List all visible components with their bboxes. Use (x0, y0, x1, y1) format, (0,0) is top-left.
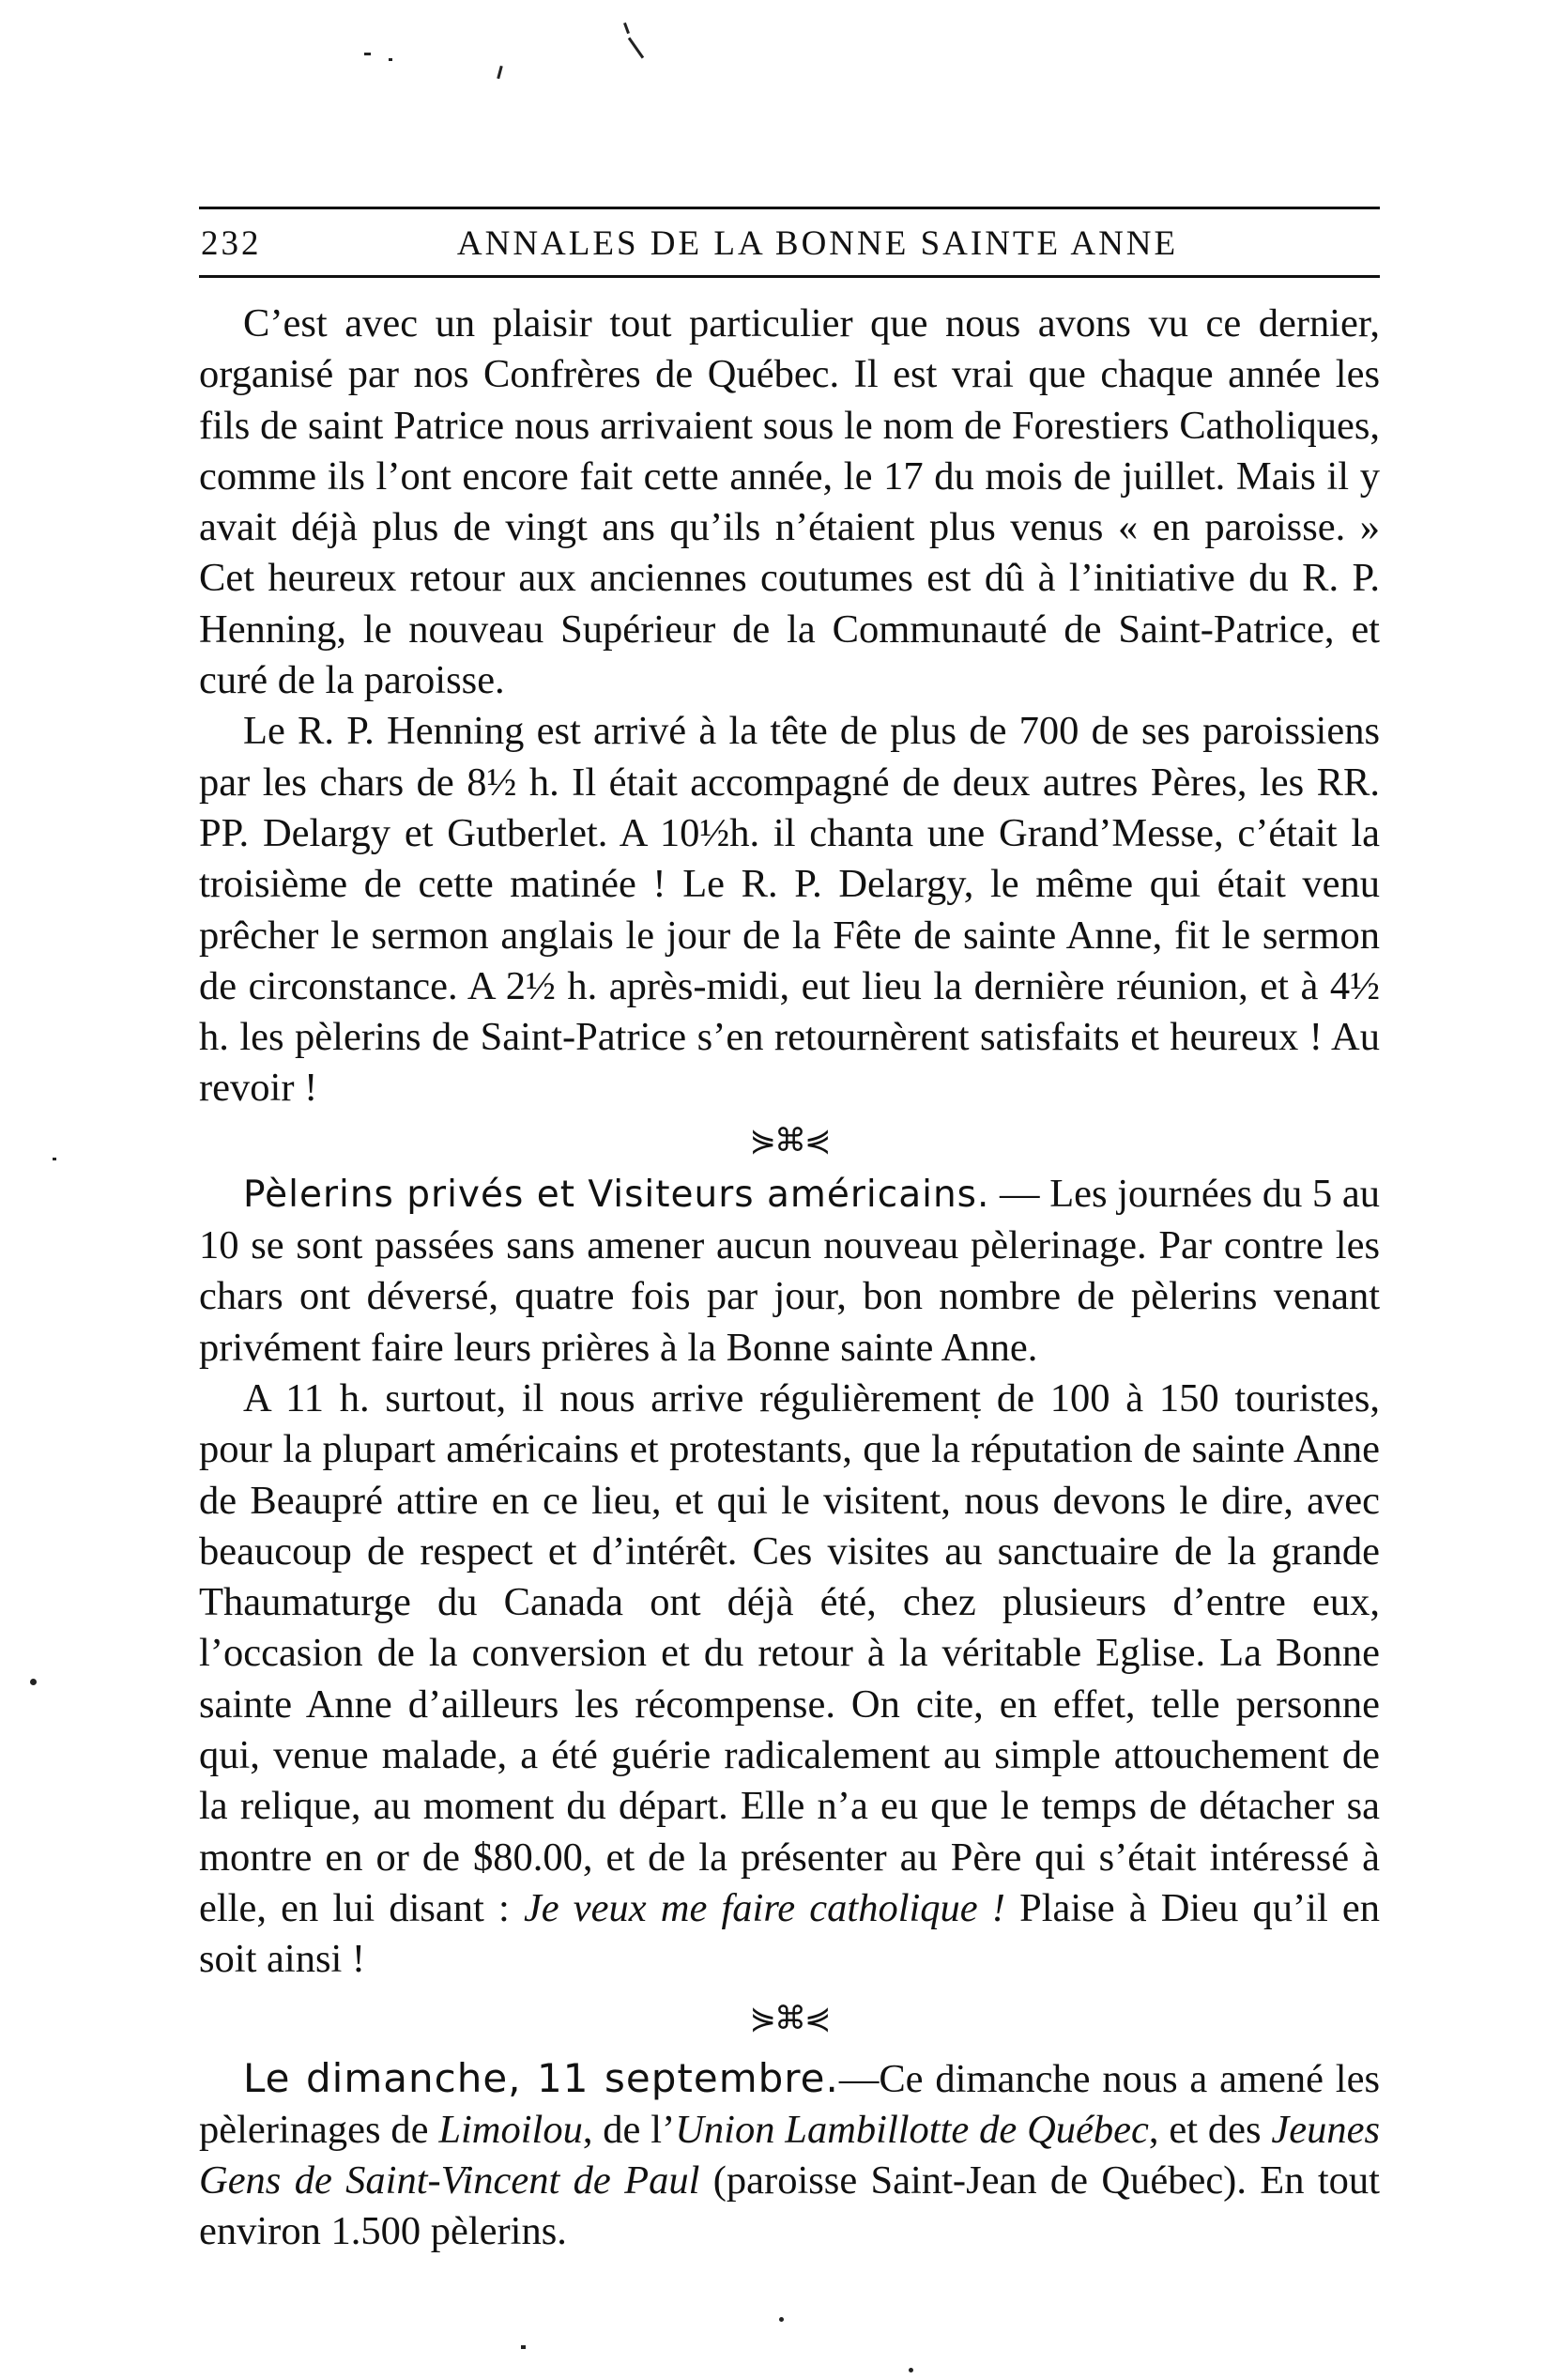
paragraph-3 (199, 1169, 1380, 1374)
section-heading-visiteurs: Pèlerins privés et Visiteurs américains. (243, 1173, 990, 1216)
name-limoilou: Limoilou (438, 2107, 583, 2152)
header-top-rule (199, 207, 1380, 209)
running-title: ANNALES DE LA BONNE SAINTE ANNE (456, 224, 1179, 263)
quote-je-veux: Je veux me faire catholique ! (523, 1885, 1005, 1930)
paragraph-5 (199, 2053, 1380, 2258)
name-union-lambillotte: Union Lambillotte de Québec (675, 2107, 1149, 2152)
section-heading-dimanche: Le dimanche, 11 septembre. (243, 2054, 839, 2101)
paragraph-2: Le R. P. Henning est arrivé à la tête de plus de 700 de ses paroissiens par les chars de 8½ h. Il était accompagné de deux autres Pères, les RR. PP. Delargy et Gutberlet. A 10½h. il chanta une Grand’Messe, c’était la troisième de cette matinée ! Le R. P. Delargy, le même qui était venu prêcher le sermon anglais le jour de la Fête de sainte Anne, fit le sermon de circonstance. A 2½ h. après-midi, eut lieu la dernière réunion, et à 4½ h. les pèlerins de Saint-Patrice s’en retournèrent satisfaits et heureux ! Au revoir ! (199, 709, 1380, 1111)
paragraph-5-text-b: , de l’ (582, 2107, 676, 2152)
running-header (199, 214, 1380, 270)
paragraph-5-text-d: (paroisse Saint-Jean de Québec). En tout environ 1.500 pèlerins. (199, 2158, 1380, 2254)
section-ornament: ⋟⌘⋞ (749, 2001, 830, 2036)
paragraph-5-text-c: , et des (1148, 2107, 1272, 2152)
name-jeunes-gens: Jeunes Gens de Saint-Vincent de Paul (199, 2107, 1380, 2203)
paragraph-4 (199, 1374, 1380, 1986)
section-ornament: ⋟⌘⋞ (749, 1123, 830, 1159)
paragraph-5-text-a: —Ce dimanche nous a amené les pèlerinages de (199, 2056, 1381, 2152)
paragraph-4-end: Plaise à Dieu qu’il en soit ainsi ! (199, 1885, 1380, 1982)
article-body (199, 299, 1380, 2258)
header-bottom-rule (199, 275, 1380, 278)
paragraph-1: C’est avec un plaisir tout particulier que nous avons vu ce dernier, organisé par nos Confrères de Québec. Il est vrai que chaque année les fils de saint Patrice nous arrivaient sous le nom de Forestiers Catholiques, comme ils l’ont encore fait cette année, le 17 du mois de juillet. Mais il y avait déjà plus de vingt ans qu’ils n’étaient plus venus « en paroisse. » Cet heureux retour aux anciennes coutumes est dû à l’initiative du R. P. Henning, le nouveau Supérieur de la Communauté de Saint-Patrice, et curé de la paroisse. (199, 301, 1380, 703)
paragraph-3-text: — Les journées du 5 au 10 se sont passées sans amener aucun nouveau pèlerinage. Par contre les chars ont déversé, quatre fois par jour, bon nombre de pèlerins venant privément faire leurs prières à la Bonne sainte Anne. (199, 1171, 1380, 1370)
page-number: 232 (201, 224, 262, 263)
paragraph-4-text: A 11 h. surtout, il nous arrive régulièrement de 100 à 150 touristes, pour la plupart américains et protestants, que la réputation de sainte Anne de Beaupré attire en ce lieu, et qui le visitent, nous devons le dire, avec beaucoup de respect et d’intérêt. Ces visites au sanctuaire de la grande Thaumaturge du Canada ont déjà été, chez plusieurs d’entre eux, l’occasion de la conversion et du retour à la véritable Eglise. La Bonne sainte Anne d’ailleurs les récompense. On cite, en effet, telle personne qui, venue malade, a été guérie radicalement au simple attouchement de la relique, au moment du départ. Elle n’a eu que le temps de détacher sa montre en or de $80.00, et de la présenter au Père qui s’était intéressé à elle, en lui disant : (199, 1375, 1380, 1930)
